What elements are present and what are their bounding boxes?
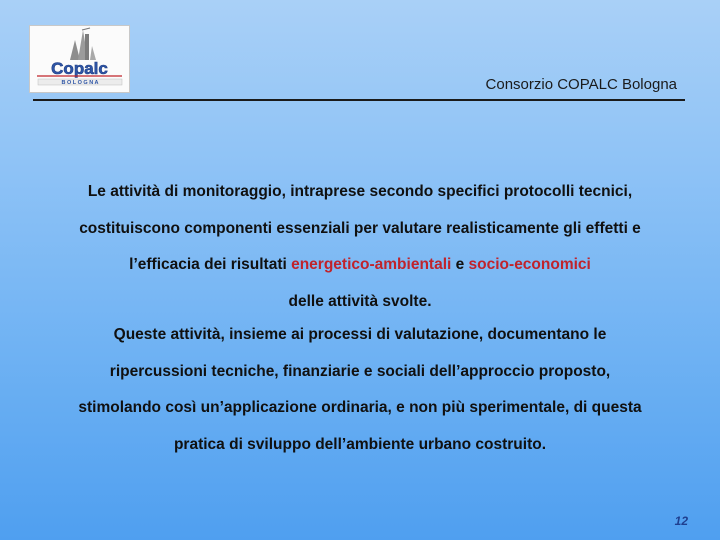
body-line	[30, 247, 690, 284]
body-line: stimolando così un’applicazione ordinaria, e non più sperimentale, di questa	[78, 399, 642, 416]
highlight-socio-economici: socio-economici	[468, 256, 591, 273]
body-line: delle attività svolte.	[288, 292, 432, 310]
body-text	[30, 174, 690, 463]
page-number: 12	[674, 514, 688, 528]
logo-subtext: B O L O G N A	[61, 80, 99, 87]
header-title: Consorzio COPALC Bologna	[485, 76, 677, 93]
highlight-energetico-ambientali: energetico-ambientali	[291, 256, 452, 273]
body-line: ripercussioni tecniche, finanziarie e sociali dell’approccio proposto,	[109, 362, 611, 380]
body-line: Queste attività, insieme ai processi di valutazione, documentano le	[113, 326, 607, 343]
body-line: Le attività di monitoraggio, intraprese secondo specifici protocolli tecnici,	[87, 183, 633, 200]
body-line-text: l’efficacia dei risultati	[129, 256, 292, 273]
copalc-logo	[29, 25, 130, 93]
body-line-text: e	[451, 256, 469, 273]
body-line: pratica di sviluppo dell’ambiente urbano costruito.	[173, 435, 547, 453]
body-line: costituiscono componenti essenziali per valutare realisticamente gli effetti e	[79, 219, 641, 237]
copalc-logo-graphic	[30, 26, 129, 92]
logo-wordmark: Copalc	[51, 59, 108, 78]
header-divider	[33, 99, 685, 101]
